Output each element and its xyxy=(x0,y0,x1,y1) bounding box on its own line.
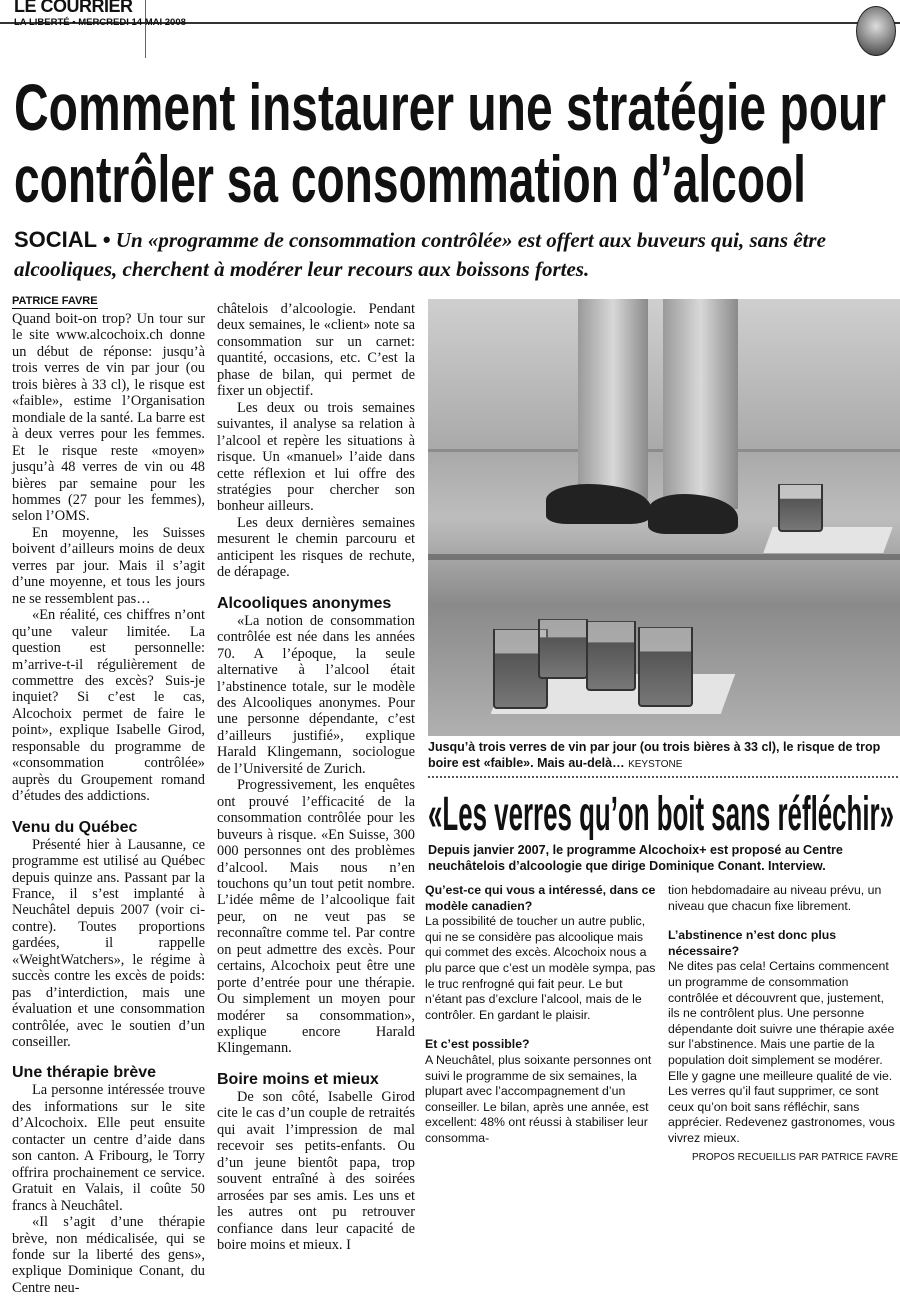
byline: PATRICE FAVRE xyxy=(12,295,98,307)
question: Et c’est possible? xyxy=(425,1037,530,1052)
edition-date: LA LIBERTÉ • MERCREDI 14 MAI 2008 xyxy=(14,17,186,28)
subheading: Alcooliques anonymes xyxy=(217,594,392,612)
article-column-1 xyxy=(12,292,205,1296)
deck-text: Un «programme de consommation contrôlée» est offert aux buveurs qui, sans être alcooliques, cherchent à modérer leur recours aux boissons fortes. xyxy=(14,228,826,281)
subheading: Venu du Québec xyxy=(12,818,138,836)
paragraph: «La notion de consommation contrôlée est née dans les années 70. A l’époque, la seule alternative à l’alcool était l’abstinence totale, sur le modèle des Alcooliques anonymes. Pour une personne dépendante, c’est d’ailleurs justifié», explique Harald Klingemann, sociologue de l’Université de Zurich. xyxy=(217,612,415,777)
paragraph: «Il s’agit d’une thérapie brève, non médicalisée, qui se fonde sur la liberté des gens», explique Dominique Conant, du Centre neu- xyxy=(12,1214,205,1296)
question: Qu’est-ce qui vous a intéressé, dans ce modèle canadien? xyxy=(425,883,656,913)
paragraph: Progressivement, les enquêtes ont prouvé l’efficacité de la consommation contrôlée pour les buveurs à risque. «En Suisse, 300 000 personnes ont des problèmes d’alcool. Mais nous n’en touchons qu’un tout petit nombre. L’idée même de l’alcoolique fait peur, on ne veut pas se reconnaître comme tel. Par contre on peut admettre des excès. Pour certains, Alcochoix peut être une porte d’entrée pour une thérapie. Ou simplement un moyen pour modérer sa consommation», explique encore Harald Klingemann. xyxy=(217,777,415,1057)
answer: La possibilité de toucher un autre public, qui ne se considère pas alcoolique mais qui commet des excès. Alcochoix nous a plu parce que c’est un modèle sympa, pas le truc renfrogné qui fait peur. Le but n’étant pas d’exclure l’alcool, mais de le contrôler. En gardant le plaisir. xyxy=(425,914,656,1022)
photo-credit: KEYSTONE xyxy=(628,759,683,770)
subheading: Une thérapie brève xyxy=(12,1064,157,1082)
section-emblem-icon xyxy=(856,6,896,56)
headline-line-1: Comment instaurer une stratégie pour xyxy=(14,70,886,144)
interview-column-1 xyxy=(425,883,657,1147)
interview-intro: Depuis janvier 2007, le programme Alcochoix+ est proposé au Centre neuchâtelois d’alcoologie que dirige Dominique Conant. Interview. xyxy=(428,843,843,873)
article-photo xyxy=(428,299,900,736)
answer-continued: tion hebdomadaire au niveau prévu, un niveau que chacun fixe librement. xyxy=(668,883,882,913)
paragraph: Les deux ou trois semaines suivantes, il analyse sa relation à l’alcool et repère les situations à risque. Un «manuel» l’aide dans cette réflexion et lui offre des stratégies pour chercher son bonheur ailleurs. xyxy=(217,399,415,515)
paragraph: châtelois d’alcoologie. Pendant deux semaines, le «client» note sa consommation sur un carnet: quantité, occasions, etc. C’est la phase de bilan, qui permet de fixer un objectif. xyxy=(217,301,415,400)
dotted-divider xyxy=(428,776,898,778)
paragraph: Les deux dernières semaines mesurent le chemin parcouru et anticipent les risques de rechute, de dérapage. xyxy=(217,514,415,581)
answer: Ne dites pas cela! Certains commencent un programme de consommation contrôlée et découvrent que, justement, ils ne contrôlent plus. Une personne dépendante doit suivre une thérapie axée sur l’abstinence. Mais une partie de la population doit simplement se modérer. Elle y gagne une meilleure qualité de vie. Les verres qu’il faut supprimer, ce sont ceux qu’on boit sans réfléchir, sans apprécier. Redevenez gastronomes, vous vivrez mieux. xyxy=(668,959,895,1145)
rubric: SOCIAL • xyxy=(14,227,111,252)
interview-title: «Les verres qu’on boit sans réfléchir» xyxy=(428,788,894,840)
paragraph: Quand boit-on trop? Un tour sur le site www.alcochoix.ch donne un début de réponse: jusqu’à trois verres de vin par jour (ou trois bières à 33 cl), le risque est «faible», estime l’Organisation mondiale de la santé. La barre est à deux verres pour les femmes. Et le risque reste «moyen» jusqu’à 48 verres de vin ou 48 bières par semaine pour les hommes (27 pour les femmes), selon l’OMS. xyxy=(12,311,205,525)
interview-signoff: PROPOS RECUEILLIS PAR PATRICE FAVRE xyxy=(692,1151,898,1163)
caption-text: Jusqu’à trois verres de vin par jour (ou trois bières à 33 cl), le risque de trop boire est «faible». Mais au-delà… xyxy=(428,740,881,770)
paragraph: La personne intéressée trouve des informations sur le site d’Alcochoix. Elle peut ensuite contacter un centre d’aide dans son canton. A Fribourg, le Torry offrira prochainement ce service. Gratuit en Valais, il coûte 50 francs à Neuchâtel. xyxy=(12,1082,205,1214)
question: L’abstinence n’est donc plus nécessaire? xyxy=(668,928,837,958)
page-title xyxy=(12,70,892,220)
headline-line-2: contrôler sa consommation d’alcool xyxy=(14,142,806,216)
masthead xyxy=(14,0,214,29)
subheading: Boire moins et mieux xyxy=(217,1070,379,1088)
paragraph: «En réalité, ces chiffres n’ont qu’une valeur limitée. La question est personnelle: m’arrive-t-il régulièrement de commettre des excès? Suis-je inquiet? Si c’est le cas, Alcochoix permet de faire le point», explique Isabelle Girod, responsable du programme de «consommation contrôlée» auprès du Groupement romand d’études des addictions. xyxy=(12,607,205,805)
photo-caption xyxy=(428,739,898,773)
paragraph: De son côté, Isabelle Girod cite le cas d’un couple de retraités qui avait l’impression de mal recevoir ses petits-enfants. Ou d’un jeune bientôt papa, trop souvent entraîné à des soirées arrosées par ses amis. Les uns et les autres ont pu retrouver confiance dans leur capacité de boire moins et mieux. I xyxy=(217,1088,415,1254)
paragraph: En moyenne, les Suisses boivent d’ailleurs moins de deux verres par jour. Mais il s’agit d’une moyenne, et tous les jours ne se ressemblent pas… xyxy=(12,524,205,607)
answer: A Neuchâtel, plus soixante personnes ont suivi le programme de six semaines, la plupart avec l’accompagnement d’un conseiller. Le bilan, après une année, est excellent: 48% ont réussi à stabiliser leur consomma- xyxy=(425,1052,652,1145)
interview-title-block xyxy=(426,784,898,840)
article-column-2 xyxy=(217,301,415,1253)
newspaper-name: LE COURRIER xyxy=(14,0,133,16)
deck xyxy=(14,225,894,284)
paragraph: Présenté hier à Lausanne, ce programme est utilisé au Québec depuis quinze ans. Passant par la France, il s’est implanté à Neuchâtel depuis 2007 (voir ci-contre). Toutes proportions gardées, il rappelle «WeightWatchers», le régime à succès contre les excès de poids: pas d’interdiction, mais une évaluation et une consommation contrôlée, avec le soutien d’un conseiller. xyxy=(12,836,205,1051)
interview-column-2 xyxy=(668,883,898,1165)
